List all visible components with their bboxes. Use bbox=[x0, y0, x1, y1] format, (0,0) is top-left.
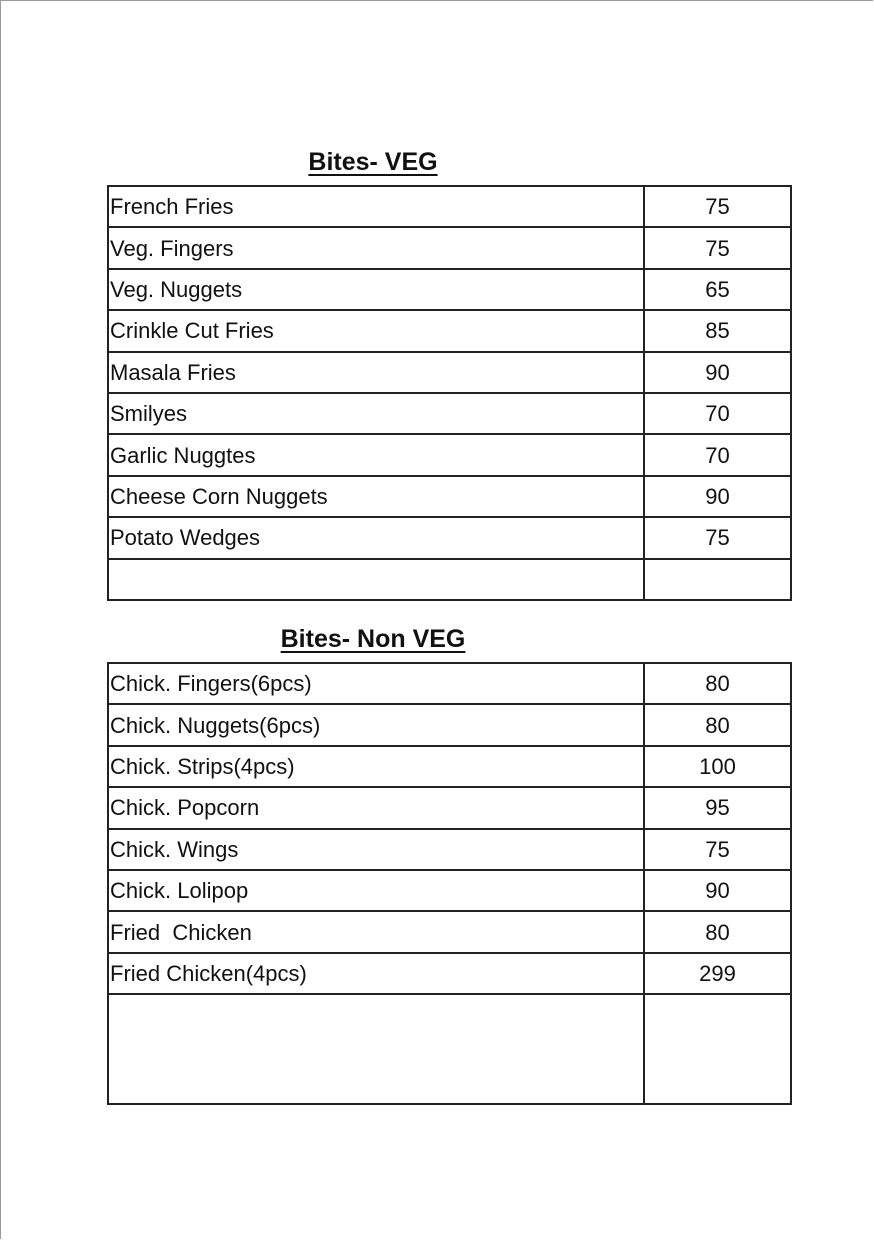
item-price: 70 bbox=[644, 393, 791, 434]
item-name: Chick. Fingers(6pcs) bbox=[108, 663, 644, 704]
item-name: Chick. Lolipop bbox=[108, 870, 644, 911]
item-price: 95 bbox=[644, 787, 791, 828]
menu-row bbox=[108, 269, 791, 310]
item-name: Chick. Nuggets(6pcs) bbox=[108, 704, 644, 745]
item-name: Potato Wedges bbox=[108, 517, 644, 558]
menu-row bbox=[108, 953, 791, 994]
item-name: Veg. Fingers bbox=[108, 227, 644, 268]
item-name: Cheese Corn Nuggets bbox=[108, 476, 644, 517]
item-name: Chick. Wings bbox=[108, 829, 644, 870]
item-price: 90 bbox=[644, 476, 791, 517]
menu-row bbox=[108, 911, 791, 952]
item-name: French Fries bbox=[108, 186, 644, 227]
item-name: Chick. Popcorn bbox=[108, 787, 644, 828]
menu-row bbox=[108, 704, 791, 745]
menu-row bbox=[108, 476, 791, 517]
menu-row bbox=[108, 746, 791, 787]
item-price: 80 bbox=[644, 663, 791, 704]
item-name: Chick. Strips(4pcs) bbox=[108, 746, 644, 787]
item-price: 100 bbox=[644, 746, 791, 787]
item-name: Crinkle Cut Fries bbox=[108, 310, 644, 351]
item-price: 85 bbox=[644, 310, 791, 351]
empty-cell bbox=[644, 559, 791, 600]
item-price: 75 bbox=[644, 186, 791, 227]
menu-row bbox=[108, 227, 791, 268]
menu-row bbox=[108, 434, 791, 475]
nonveg-menu-table bbox=[107, 662, 792, 1105]
menu-row bbox=[108, 352, 791, 393]
empty-row bbox=[108, 559, 791, 600]
item-price: 299 bbox=[644, 953, 791, 994]
item-name: Masala Fries bbox=[108, 352, 644, 393]
veg-section-title: Bites- VEG bbox=[308, 148, 438, 176]
item-price: 80 bbox=[644, 704, 791, 745]
menu-row bbox=[108, 829, 791, 870]
menu-row bbox=[108, 787, 791, 828]
item-price: 90 bbox=[644, 870, 791, 911]
item-name: Veg. Nuggets bbox=[108, 269, 644, 310]
item-price: 75 bbox=[644, 829, 791, 870]
empty-row bbox=[108, 994, 791, 1104]
veg-menu-table bbox=[107, 185, 792, 601]
item-name: Fried Chicken(4pcs) bbox=[108, 953, 644, 994]
item-name: Smilyes bbox=[108, 393, 644, 434]
empty-cell bbox=[108, 559, 644, 600]
menu-row bbox=[108, 186, 791, 227]
item-price: 80 bbox=[644, 911, 791, 952]
item-name: Garlic Nuggtes bbox=[108, 434, 644, 475]
item-price: 75 bbox=[644, 517, 791, 558]
item-price: 70 bbox=[644, 434, 791, 475]
menu-row bbox=[108, 870, 791, 911]
nonveg-section-title: Bites- Non VEG bbox=[280, 625, 466, 653]
item-price: 65 bbox=[644, 269, 791, 310]
item-price: 75 bbox=[644, 227, 791, 268]
item-price: 90 bbox=[644, 352, 791, 393]
menu-row bbox=[108, 663, 791, 704]
menu-row bbox=[108, 517, 791, 558]
menu-row bbox=[108, 393, 791, 434]
empty-cell bbox=[644, 994, 791, 1104]
menu-row bbox=[108, 310, 791, 351]
item-name: Fried Chicken bbox=[108, 911, 644, 952]
empty-cell bbox=[108, 994, 644, 1104]
